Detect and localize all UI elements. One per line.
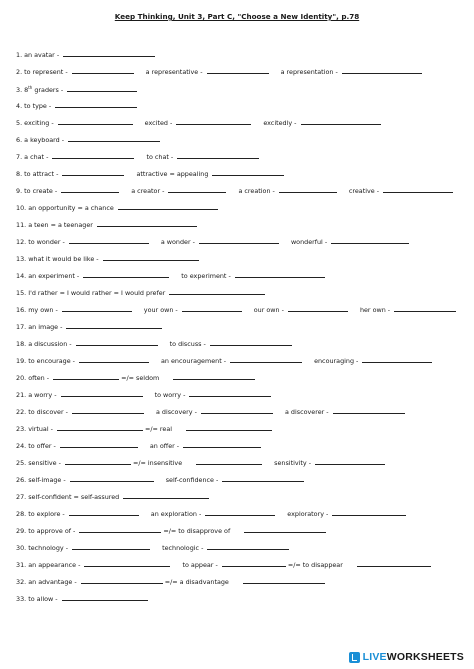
vocab-entry xyxy=(170,337,292,350)
vocab-row xyxy=(16,286,466,298)
answer-blank[interactable] xyxy=(66,320,162,329)
vocab-entry xyxy=(16,439,138,452)
vocab-entry xyxy=(136,167,284,180)
answer-blank[interactable] xyxy=(169,286,265,295)
vocab-row xyxy=(16,320,466,332)
vocab-label: a wonder - xyxy=(160,238,197,246)
answer-blank[interactable] xyxy=(103,252,199,261)
vocab-entry xyxy=(150,439,261,452)
vocab-label: your own - xyxy=(143,306,180,314)
answer-blank[interactable] xyxy=(183,439,261,448)
vocab-entry xyxy=(16,575,229,588)
logo-rest-text: WORKSHEETS xyxy=(386,651,464,663)
answer-blank[interactable] xyxy=(230,354,302,363)
answer-blank[interactable] xyxy=(118,201,218,210)
vocab-row xyxy=(16,507,466,519)
vocab-label: to chat - xyxy=(146,153,176,161)
answer-blank[interactable] xyxy=(243,575,325,584)
vocab-row xyxy=(16,490,466,502)
vocab-label: 16. my own - xyxy=(16,306,60,314)
vocab-row xyxy=(16,150,466,162)
vocab-entry xyxy=(314,354,432,367)
answer-blank[interactable] xyxy=(168,184,226,193)
vocab-label: 23. virtual - xyxy=(16,425,55,433)
vocab-label: 13. what it would be like - xyxy=(16,255,101,263)
vocab-entry xyxy=(16,116,133,129)
vocab-label: our own - xyxy=(253,306,286,314)
vocab-label: 31. an appearance - xyxy=(16,561,83,569)
answer-blank[interactable] xyxy=(394,303,456,312)
vocab-row xyxy=(16,439,466,451)
answer-blank[interactable] xyxy=(68,133,160,142)
answer-blank[interactable] xyxy=(205,507,275,516)
answer-blank[interactable] xyxy=(72,541,150,550)
vocab-row xyxy=(16,184,466,196)
vocab-row xyxy=(16,524,466,536)
vocab-label: sensitivity - xyxy=(274,459,314,467)
vocab-label: attractive = appealing xyxy=(136,170,211,178)
answer-blank[interactable] xyxy=(315,456,385,465)
vocab-entry xyxy=(16,371,159,384)
answer-blank[interactable] xyxy=(210,337,292,346)
vocab-entry xyxy=(254,303,348,316)
vocab-label: 21. a worry - xyxy=(16,391,59,399)
vocab-entry xyxy=(263,116,380,129)
vocab-row xyxy=(16,201,466,213)
vocab-entry xyxy=(16,507,139,520)
liveworksheets-logo[interactable] xyxy=(349,651,464,663)
answer-blank[interactable] xyxy=(383,184,453,193)
vocab-row xyxy=(16,337,466,349)
answer-blank[interactable] xyxy=(186,422,272,431)
answer-blank[interactable] xyxy=(61,184,119,193)
vocab-entry xyxy=(241,575,325,588)
ordinal-suffix: th xyxy=(28,85,33,90)
vocab-label: to experiment - xyxy=(181,272,233,280)
answer-blank[interactable] xyxy=(222,558,286,567)
vocab-row xyxy=(16,167,466,179)
vocab-entry xyxy=(16,82,137,96)
vocab-label: an exploration - xyxy=(150,510,204,518)
vocab-label: excited - xyxy=(144,119,175,127)
answer-blank[interactable] xyxy=(63,48,155,57)
vocab-label: 28. to explore - xyxy=(16,510,67,518)
vocab-row xyxy=(16,405,466,417)
vocab-entry xyxy=(182,558,342,571)
vocab-label: 11. a teen = a teenager xyxy=(16,221,95,229)
answer-blank[interactable] xyxy=(222,473,304,482)
vocab-row xyxy=(16,575,466,587)
vocab-entry xyxy=(145,116,252,129)
vocab-entry xyxy=(287,507,406,520)
answer-blank[interactable] xyxy=(173,371,255,380)
answer-blank[interactable] xyxy=(97,218,197,227)
vocab-row xyxy=(16,473,466,485)
vocab-label: to appear - xyxy=(182,561,220,569)
vocab-row xyxy=(16,65,466,77)
vocab-entry xyxy=(194,456,262,469)
vocab-row xyxy=(16,422,466,434)
answer-blank[interactable] xyxy=(84,558,170,567)
answer-blank[interactable] xyxy=(288,303,348,312)
vocab-label: 18. a discussion - xyxy=(16,340,74,348)
vocab-label: an encouragement - xyxy=(161,357,229,365)
vocab-label: 4. to type - xyxy=(16,102,54,110)
vocab-entry xyxy=(166,473,305,486)
vocab-label: 1. an avatar - xyxy=(16,51,62,59)
vocab-label: 32. an advantage - xyxy=(16,578,79,586)
vocab-label: 29. to approve of - xyxy=(16,527,78,535)
vocab-row xyxy=(16,218,466,230)
vocab-label: 3. 8 xyxy=(16,86,29,94)
vocab-entry xyxy=(285,405,405,418)
vocab-entry xyxy=(16,286,265,299)
vocab-entry xyxy=(16,473,154,486)
vocab-label: 19. to encourage - xyxy=(16,357,77,365)
answer-blank[interactable] xyxy=(60,439,138,448)
vocab-row xyxy=(16,252,466,264)
vocab-row xyxy=(16,82,466,94)
vocab-row xyxy=(16,592,466,604)
vocab-entry xyxy=(155,388,272,401)
vocab-entry xyxy=(242,524,326,537)
answer-blank[interactable] xyxy=(301,116,381,125)
answer-blank[interactable] xyxy=(67,83,137,92)
vocab-connector: =/= to disappear xyxy=(285,561,343,569)
vocab-entry xyxy=(281,65,422,78)
vocab-entry xyxy=(16,303,132,316)
vocab-label: self-confidence - xyxy=(165,476,221,484)
answer-blank[interactable] xyxy=(357,558,431,567)
vocab-row xyxy=(16,371,466,383)
vocab-entry xyxy=(16,320,162,333)
answer-blank[interactable] xyxy=(199,235,279,244)
vocab-label: 7. a chat - xyxy=(16,153,51,161)
vocab-label: a creator - xyxy=(131,187,167,195)
vocab-label-cont: graders - xyxy=(32,86,66,94)
vocab-label: 6. a keyboard - xyxy=(16,136,67,144)
vocab-entry xyxy=(144,303,242,316)
vocab-entry xyxy=(146,65,269,78)
answer-blank[interactable] xyxy=(81,575,163,584)
vocab-row xyxy=(16,116,466,128)
vocab-row xyxy=(16,99,466,111)
answer-blank[interactable] xyxy=(62,303,132,312)
vocab-entry xyxy=(16,490,209,503)
vocab-connector: =/= seldom xyxy=(119,374,160,382)
vocab-connector: =/= to disapprove of xyxy=(161,527,231,535)
vocab-entry xyxy=(16,388,143,401)
answer-blank[interactable] xyxy=(176,116,251,125)
vocab-label: excitedly - xyxy=(263,119,299,127)
vocab-label: an offer - xyxy=(149,442,182,450)
vocab-row xyxy=(16,303,466,315)
answer-blank[interactable] xyxy=(123,490,209,499)
vocab-label: creative - xyxy=(348,187,382,195)
answer-blank[interactable] xyxy=(201,405,273,414)
vocab-entry xyxy=(16,48,155,61)
answer-blank[interactable] xyxy=(62,592,148,601)
vocab-entry xyxy=(16,184,119,197)
vocab-entry xyxy=(156,405,273,418)
vocab-label: 17. an image - xyxy=(16,323,65,331)
vocab-entry xyxy=(162,541,289,554)
vocab-entry xyxy=(16,456,182,469)
vocab-entry xyxy=(355,558,431,571)
vocab-entry xyxy=(349,184,453,197)
check-mark-icon xyxy=(349,652,360,663)
vocab-connector: =/= a disadvantage xyxy=(162,578,229,586)
vocab-entry xyxy=(16,201,218,214)
answer-blank[interactable] xyxy=(332,507,406,516)
answer-blank[interactable] xyxy=(83,269,169,278)
vocab-label: 22. to discover - xyxy=(16,408,70,416)
vocab-entry xyxy=(291,235,409,248)
vocab-entry xyxy=(16,541,150,554)
answer-blank[interactable] xyxy=(57,422,143,431)
vocab-entry xyxy=(16,218,197,231)
answer-blank[interactable] xyxy=(53,371,119,380)
vocab-label: exploratory - xyxy=(287,510,331,518)
answer-blank[interactable] xyxy=(207,65,269,74)
answer-blank[interactable] xyxy=(76,337,158,346)
vocab-row xyxy=(16,558,466,570)
vocab-label: 27. self-confident = self-assured xyxy=(16,493,122,501)
vocab-row xyxy=(16,541,466,553)
vocab-label: 25. sensitive - xyxy=(16,459,63,467)
vocab-label: 15. I'd rather = I would rather = I would prefer xyxy=(16,289,168,297)
vocab-entry xyxy=(16,422,172,435)
vocab-label: 12. to wonder - xyxy=(16,238,67,246)
answer-blank[interactable] xyxy=(333,405,405,414)
worksheet-title: Keep Thinking, Unit 3, Part C, "Choose a New Identity", p.78 xyxy=(114,12,360,21)
vocab-entry xyxy=(16,252,199,265)
vocab-row xyxy=(16,269,466,281)
answer-blank[interactable] xyxy=(279,184,337,193)
vocab-row xyxy=(16,388,466,400)
vocab-label: 26. self-image - xyxy=(16,476,68,484)
answer-blank[interactable] xyxy=(212,167,284,176)
answer-blank[interactable] xyxy=(79,354,149,363)
vocab-entry xyxy=(16,337,158,350)
vocab-label: encouraging - xyxy=(314,357,361,365)
vocab-entry xyxy=(161,235,279,248)
answer-blank[interactable] xyxy=(52,150,134,159)
vocab-label: to worry - xyxy=(154,391,188,399)
vocab-entry xyxy=(16,558,170,571)
vocab-entry xyxy=(16,354,149,367)
answer-blank[interactable] xyxy=(69,507,139,516)
vocab-label: a creation - xyxy=(238,187,277,195)
vocab-entry xyxy=(16,405,144,418)
vocab-row xyxy=(16,133,466,145)
vocab-entry xyxy=(131,184,226,197)
answer-blank[interactable] xyxy=(235,269,325,278)
vocab-entry xyxy=(238,184,336,197)
vocab-label: 24. to offer - xyxy=(16,442,58,450)
vocab-label: 33. to allow - xyxy=(16,595,60,603)
vocab-label: 20. often - xyxy=(16,374,52,382)
vocab-entry xyxy=(181,269,325,282)
vocab-entry xyxy=(146,150,259,163)
answer-blank[interactable] xyxy=(62,167,124,176)
vocab-label: technologic - xyxy=(162,544,206,552)
vocab-entry xyxy=(171,371,255,384)
answer-blank[interactable] xyxy=(65,456,131,465)
answer-blank[interactable] xyxy=(189,388,271,397)
vocab-entry xyxy=(16,167,124,180)
vocab-label: 5. exciting - xyxy=(16,119,56,127)
vocab-label: a discoverer - xyxy=(284,408,331,416)
vocab-row xyxy=(16,235,466,247)
answer-blank[interactable] xyxy=(79,524,161,533)
vocab-label: 2. to represent - xyxy=(16,68,70,76)
answer-blank[interactable] xyxy=(55,99,137,108)
answer-blank[interactable] xyxy=(72,65,134,74)
vocab-row xyxy=(16,456,466,468)
vocab-entry xyxy=(16,99,137,112)
vocab-entry xyxy=(184,422,272,435)
vocab-label: 10. an opportunity = a chance xyxy=(16,204,116,212)
vocab-label: 30. technology - xyxy=(16,544,71,552)
answer-blank[interactable] xyxy=(244,524,326,533)
answer-blank[interactable] xyxy=(177,150,259,159)
vocab-connector: =/= real xyxy=(143,425,173,433)
vocab-entry xyxy=(16,235,149,248)
answer-blank[interactable] xyxy=(58,116,133,125)
answer-blank[interactable] xyxy=(72,405,144,414)
vocab-entry xyxy=(16,150,134,163)
vocab-label: 8. to attract - xyxy=(16,170,61,178)
vocab-label: 9. to create - xyxy=(16,187,60,195)
vocab-entry xyxy=(151,507,276,520)
vocab-entry xyxy=(360,303,456,316)
answer-blank[interactable] xyxy=(69,235,149,244)
vocab-entry xyxy=(16,269,169,282)
vocab-label: a representation - xyxy=(280,68,340,76)
answer-blank[interactable] xyxy=(362,354,432,363)
answer-blank[interactable] xyxy=(182,303,242,312)
vocab-connector: =/= insensitive xyxy=(130,459,183,467)
vocab-label: 14. an experiment - xyxy=(16,272,82,280)
vocab-entry xyxy=(274,456,385,469)
vocab-label: her own - xyxy=(359,306,393,314)
vocab-label: a discovery - xyxy=(155,408,199,416)
answer-blank[interactable] xyxy=(70,473,154,482)
answer-blank[interactable] xyxy=(61,388,143,397)
vocab-entry xyxy=(16,133,160,146)
answer-blank[interactable] xyxy=(342,65,422,74)
vocab-entry xyxy=(161,354,302,367)
vocab-row xyxy=(16,48,466,60)
vocab-entry xyxy=(16,65,134,78)
vocab-entry xyxy=(16,524,230,537)
vocab-row xyxy=(16,354,466,366)
answer-blank[interactable] xyxy=(207,541,289,550)
vocab-entry xyxy=(16,592,148,605)
answer-blank[interactable] xyxy=(196,456,262,465)
vocab-label: to discuss - xyxy=(169,340,208,348)
vocab-label: a representative - xyxy=(145,68,205,76)
answer-blank[interactable] xyxy=(331,235,409,244)
vocab-label: wonderful - xyxy=(290,238,330,246)
logo-live-text: LIVE xyxy=(362,651,387,663)
